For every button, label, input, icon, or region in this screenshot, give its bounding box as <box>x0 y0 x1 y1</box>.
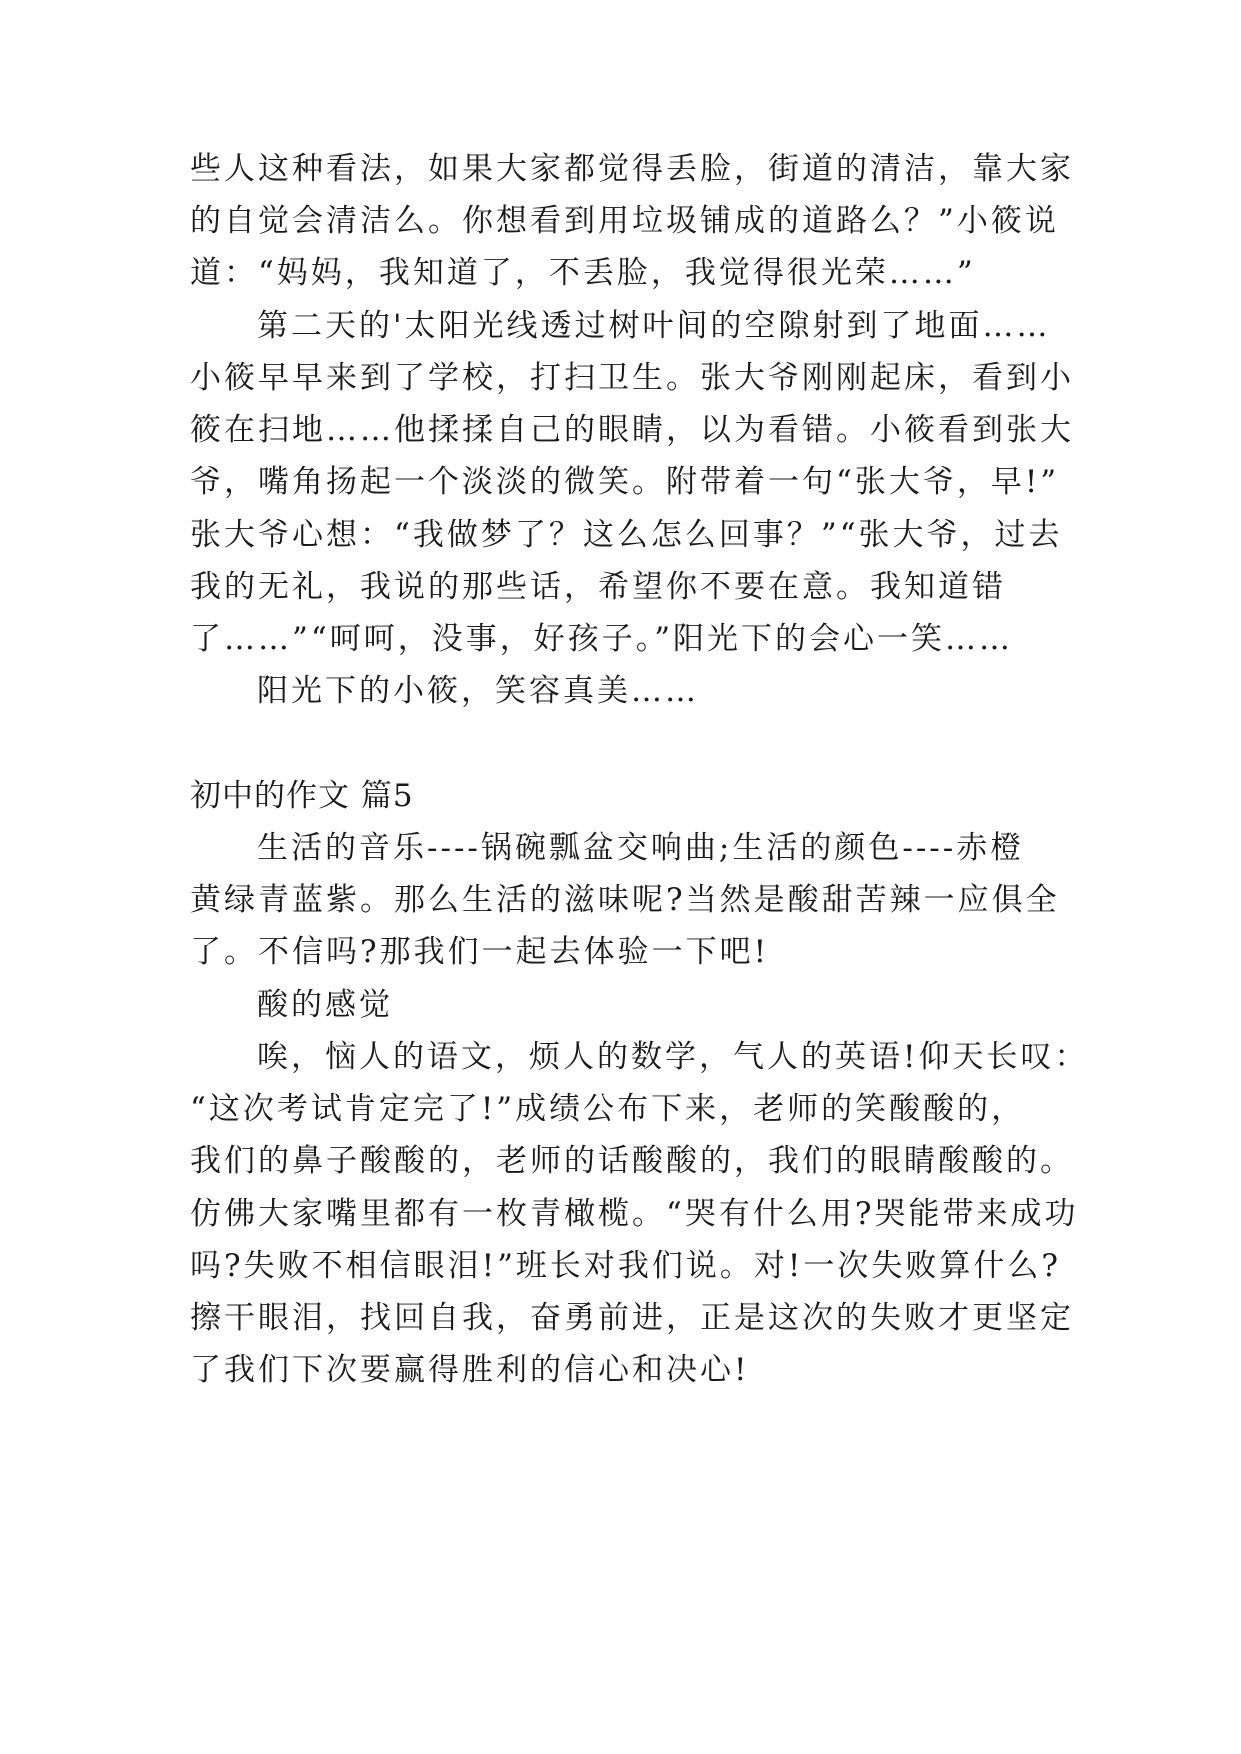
text-line: 黄绿青蓝紫。那么生活的滋味呢?当然是酸甜苦辣一应俱全 <box>190 882 1060 918</box>
text-line: 生活的音乐----锅碗瓢盆交响曲;生活的颜色----赤橙 <box>257 830 1025 866</box>
text-line: 筱在扫地……他揉揉自己的眼睛，以为看错。小筱看到张大 <box>190 412 1074 448</box>
text-line: 唉，恼人的语文，烦人的数学，气人的英语!仰天长叹： <box>257 1039 1089 1075</box>
text-line: 我的无礼，我说的那些话，希望你不要在意。我知道错 <box>190 569 1006 605</box>
text-line: 阳光下的小筱，笑容真美…… <box>257 673 699 709</box>
text-line: 道：“妈妈，我知道了，不丢脸，我觉得很光荣……” <box>190 255 976 291</box>
text-line: “这次考试肯定完了!”成绩公布下来，老师的笑酸酸的， <box>190 1091 1026 1127</box>
text-line: 张大爷心想：“我做梦了？这么怎么回事？”“张大爷，过去 <box>190 517 1063 553</box>
text-line: 了……”“呵呵，没事，好孩子。”阳光下的会心一笑…… <box>190 621 1014 657</box>
text-line: 了。不信吗?那我们一起去体验一下吧! <box>190 934 770 970</box>
text-line: 酸的感觉 <box>257 987 393 1023</box>
text-line: 的自觉会清洁么。你想看到用垃圾铺成的道路么？”小筱说 <box>190 203 1059 239</box>
text-line: 了我们下次要赢得胜利的信心和决心! <box>190 1352 750 1388</box>
text-line: 爷，嘴角扬起一个淡淡的微笑。附带着一句“张大爷，早!” <box>190 464 1060 500</box>
section-title: 初中的作文 篇5 <box>190 778 414 814</box>
text-line: 仿佛大家嘴里都有一枚青橄榄。“哭有什么用?哭能带来成功 <box>190 1196 1079 1232</box>
text-line: 吗?失败不相信眼泪!”班长对我们说。对!一次失败算什么? <box>190 1248 1062 1284</box>
text-line: 小筱早早来到了学校，打扫卫生。张大爷刚刚起床，看到小 <box>190 360 1074 396</box>
text-line: 些人这种看法，如果大家都觉得丢脸，街道的清洁，靠大家 <box>190 151 1074 187</box>
text-line: 擦干眼泪，找回自我，奋勇前进，正是这次的失败才更坚定 <box>190 1300 1074 1336</box>
text-line: 我们的鼻子酸酸的，老师的话酸酸的，我们的眼睛酸酸的。 <box>190 1143 1074 1179</box>
text-line: 第二天的'太阳光线透过树叶间的空隙射到了地面…… <box>257 308 1051 344</box>
